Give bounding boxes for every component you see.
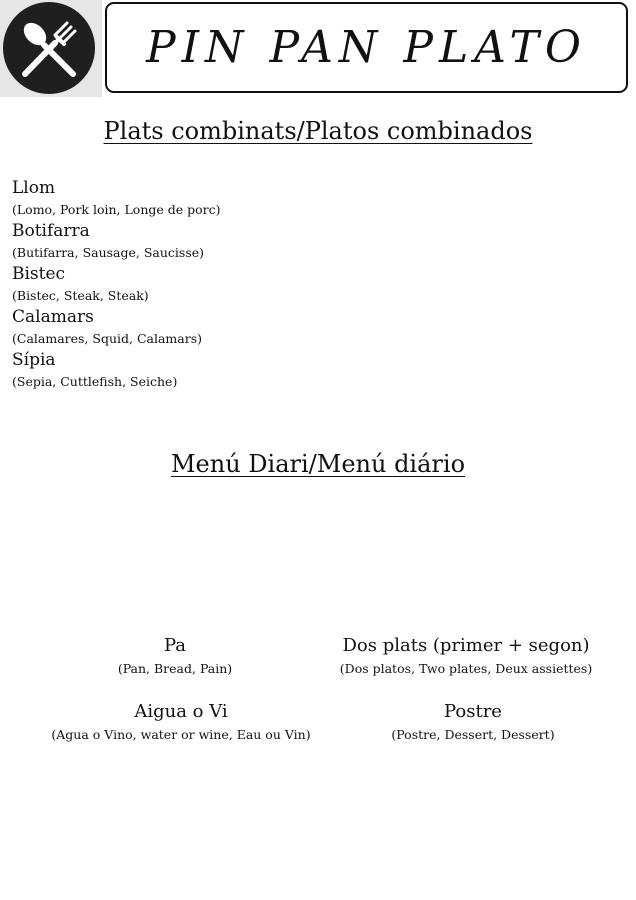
- list-item: [12, 177, 412, 220]
- dish-description: (Bistec, Steak, Steak): [12, 288, 149, 303]
- menu-item-description: (Agua o Vino, water or wine, Eau ou Vin): [51, 727, 311, 742]
- menu-item-name: Pa: [163, 635, 187, 656]
- list-item: [12, 263, 412, 306]
- menu-item-drink: [31, 700, 331, 746]
- menu-item-dessert: [323, 700, 623, 746]
- menu-item-two-plates: [316, 634, 616, 680]
- combined-plates-list: [12, 177, 412, 392]
- dish-name: Llom: [12, 178, 56, 198]
- combined-plates-heading: Plats combinats/Platos combinados: [103, 117, 533, 145]
- dish-name: Botifarra: [12, 221, 90, 241]
- dish-description: (Butifarra, Sausage, Saucisse): [12, 245, 205, 260]
- dish-description: (Calamares, Squid, Calamars): [12, 331, 202, 346]
- menu-item-bread: [25, 634, 325, 680]
- dish-name: Bistec: [12, 264, 66, 284]
- logo-circle: [3, 2, 95, 94]
- list-item: [12, 306, 412, 349]
- dish-description: (Sepia, Cuttlefish, Seiche): [12, 374, 178, 389]
- logo: [0, 0, 102, 97]
- fork-and-spoon-icon: [3, 2, 95, 94]
- menu-item-name: Aigua o Vi: [134, 701, 228, 722]
- menu-item-name: Dos plats (primer + segon): [342, 635, 590, 656]
- menu-item-name: Postre: [444, 701, 502, 722]
- dish-name: Sípia: [12, 350, 56, 370]
- menu-item-description: (Postre, Dessert, Dessert): [391, 727, 555, 742]
- list-item: [12, 349, 412, 392]
- daily-menu-heading: Menú Diari/Menú diário: [170, 450, 466, 478]
- menu-item-description: (Dos platos, Two plates, Deux assiettes): [339, 661, 593, 676]
- menu-item-description: (Pan, Bread, Pain): [117, 661, 233, 676]
- list-item: [12, 220, 412, 263]
- title-box: [105, 2, 628, 93]
- restaurant-title: PIN PAN PLATO: [146, 22, 587, 73]
- dish-name: Calamars: [12, 307, 94, 327]
- dish-description: (Lomo, Pork loin, Longe de porc): [12, 202, 221, 217]
